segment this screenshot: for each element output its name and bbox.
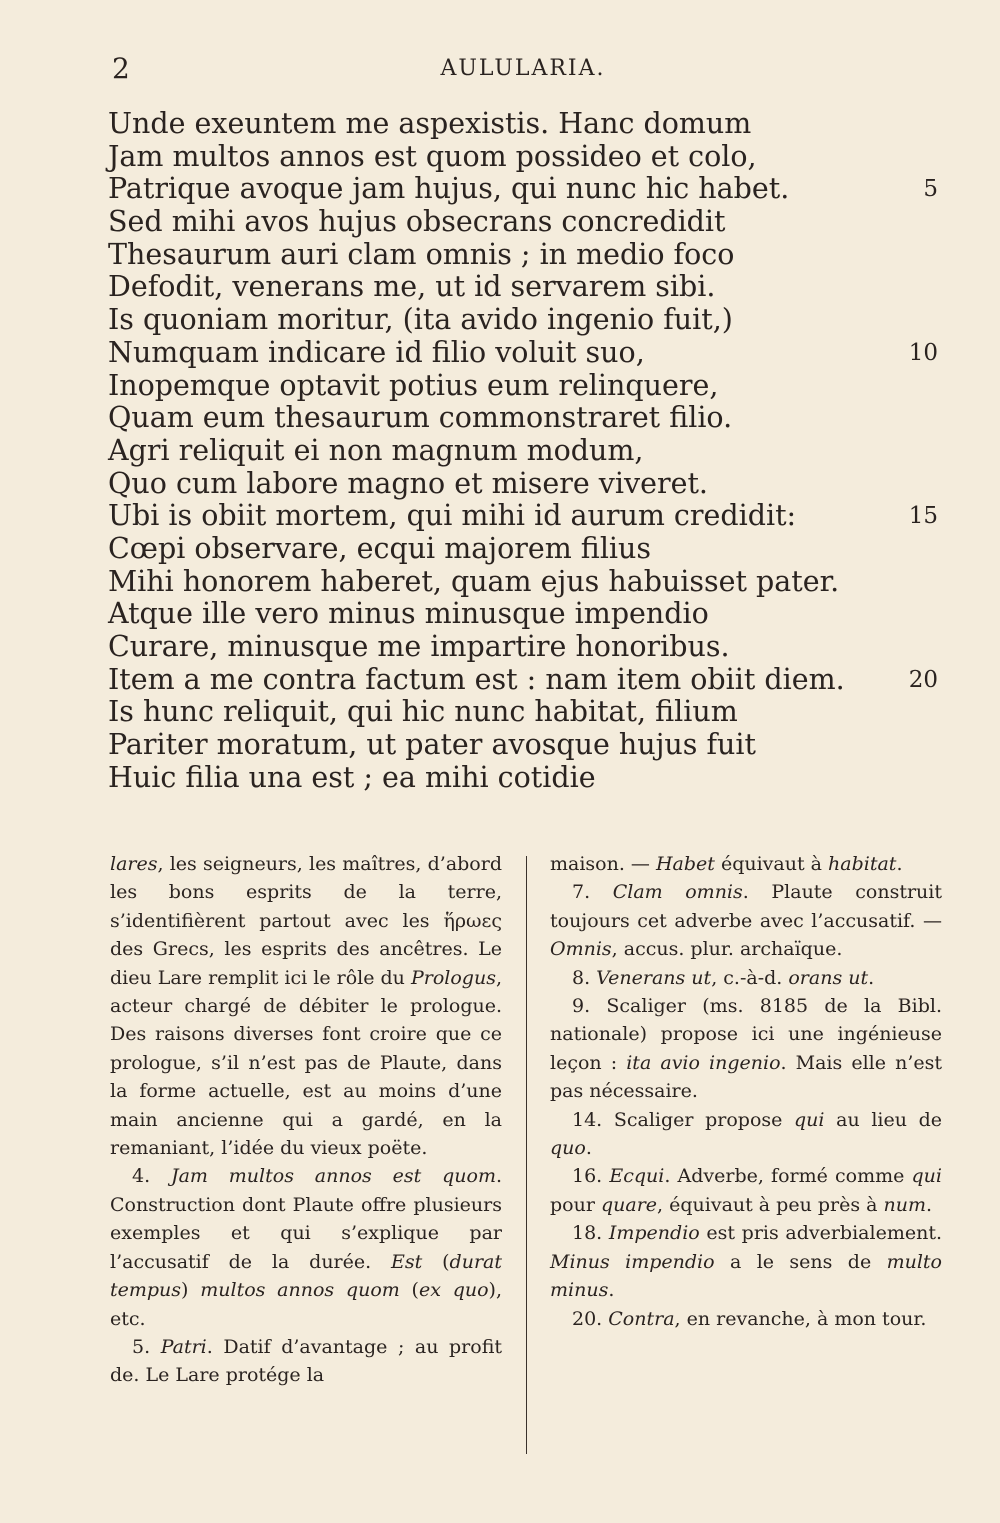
footnote: 9. Scaliger (ms. 8185 de la Bibl. nationale) propose ici une ingénieuse leçon : ita avio ingenio. Mais elle n’est pas nécessaire. (550, 995, 942, 1103)
footnote: lares, les seigneurs, les maîtres, d’abord les bons esprits de la terre, s’identifièrent partout avec les ἥρωες des Grecs, les esprits des ancêtres. Le dieu Lare remplit ici le rôle du Prologus, acteur chargé de débiter le prologue. Des raisons diverses font croire que ce prologue, s’il n’est pas de Plaute, dans la forme actuelle, est au moins d’une main ancienne qui a gardé, en la remaniant, l’idée du vieux poëte. (110, 853, 502, 1160)
footnote: maison. — Habet équivaut à habitat. (550, 853, 903, 875)
verse-line (108, 239, 940, 272)
verse-line (108, 271, 940, 304)
verse-line (108, 141, 940, 174)
verse-line-text: Quo cum labore magno et misere viveret. (108, 466, 708, 500)
verse-line-text: Atque ille vero minus minusque impendio (108, 597, 709, 631)
verse-line-text: Pariter moratum, ut pater avosque hujus fuit (108, 728, 756, 762)
footnote: 4. Jam multos annos est quom. Construction dont Plaute offre plusieurs exemples et qui s’explique par l’accusatif de la durée. Est (durat tempus) multos annos quom (ex quo), etc. (110, 1165, 503, 1330)
line-number: 5 (923, 176, 938, 203)
verse-line (108, 696, 940, 729)
verse-line-text: Item a me contra factum est : nam item obiit diem. (108, 662, 845, 696)
footnote: 18. Impendio est pris adverbialement. Minus impendio a le sens de multo minus. (550, 1222, 942, 1302)
verse-line-text: Mihi honorem haberet, quam ejus habuisset pater. (108, 564, 840, 598)
verse-line (108, 631, 940, 664)
footnote: 14. Scaliger propose qui au lieu de quo. (550, 1108, 942, 1160)
verse-line-text: Unde exeuntem me aspexistis. Hanc domum (108, 107, 752, 140)
footnote: 20. Contra, en revanche, à mon tour. (572, 1307, 927, 1330)
verse-line-text: Inopemque optavit potius eum relinquere, (108, 368, 719, 402)
verse-line (108, 370, 940, 403)
verse-line (108, 729, 940, 762)
verse-line-text: Patrique avoque jam hujus, qui nunc hic habet. (108, 172, 790, 206)
verse-line (108, 402, 940, 435)
verse-text (108, 108, 940, 794)
running-title: AULULARIA. (440, 56, 606, 81)
verse-line-text: Thesaurum auri clam omnis ; in medio foco (108, 237, 735, 271)
verse-line-text: Is quoniam moritur, (ita avido ingenio fuit,) (108, 303, 733, 337)
verse-line (108, 206, 940, 239)
verse-line (108, 108, 940, 141)
line-number: 15 (908, 503, 938, 530)
footnotes (110, 850, 942, 1455)
verse-line-text: Defodit, venerans me, ut id servarem sibi. (108, 270, 716, 304)
verse-line-text: Quam eum thesaurum commonstraret filio. (108, 401, 733, 435)
footnotes-left-column (110, 850, 502, 1390)
verse-line (108, 500, 940, 533)
verse-line-text: Jam multos annos est quom possideo et colo, (108, 139, 757, 173)
verse-line-text: Sed mihi avos hujus obsecrans concredidit (108, 205, 726, 239)
footnotes-right-column (550, 850, 942, 1333)
line-number: 20 (908, 666, 938, 693)
footnote: 8. Venerans ut, c.-à-d. orans ut. (572, 966, 875, 989)
verse-line (108, 566, 940, 599)
verse-line (108, 533, 940, 566)
verse-line-text: Is hunc reliquit, qui hic nunc habitat, filium (108, 695, 738, 729)
footnote: 5. Patri. Datif d’avantage ; au profit de. Le Lare protége la (110, 1335, 503, 1387)
verse-line-text: Agri reliquit ei non magnum modum, (108, 433, 644, 467)
verse-line (108, 304, 940, 337)
verse-line (108, 337, 940, 370)
verse-line (108, 762, 940, 795)
verse-line (108, 468, 940, 501)
footnote: 16. Ecqui. Adverbe, formé comme qui pour quare, équivaut à peu près à num. (550, 1165, 942, 1216)
line-number: 10 (908, 339, 938, 366)
verse-line (108, 664, 940, 697)
verse-line (108, 598, 940, 631)
column-divider (526, 856, 527, 1454)
verse-line (108, 173, 940, 206)
verse-line (108, 435, 940, 468)
footnote: 7. Clam omnis. Plaute construit toujours cet adverbe avec l’accusatif. — Omnis, accus. plur. archaïque. (550, 881, 942, 961)
page-number: 2 (112, 52, 130, 85)
page-header (108, 52, 938, 92)
verse-line-text: Cœpi observare, ecqui majorem filius (108, 531, 652, 565)
verse-line-text: Curare, minusque me impartire honoribus. (108, 630, 730, 663)
verse-line-text: Numquam indicare id filio voluit suo, (108, 335, 645, 369)
verse-line-text: Ubi is obiit mortem, qui mihi id aurum credidit: (108, 499, 797, 533)
verse-line-text: Huic filia una est ; ea mihi cotidie (108, 760, 596, 794)
